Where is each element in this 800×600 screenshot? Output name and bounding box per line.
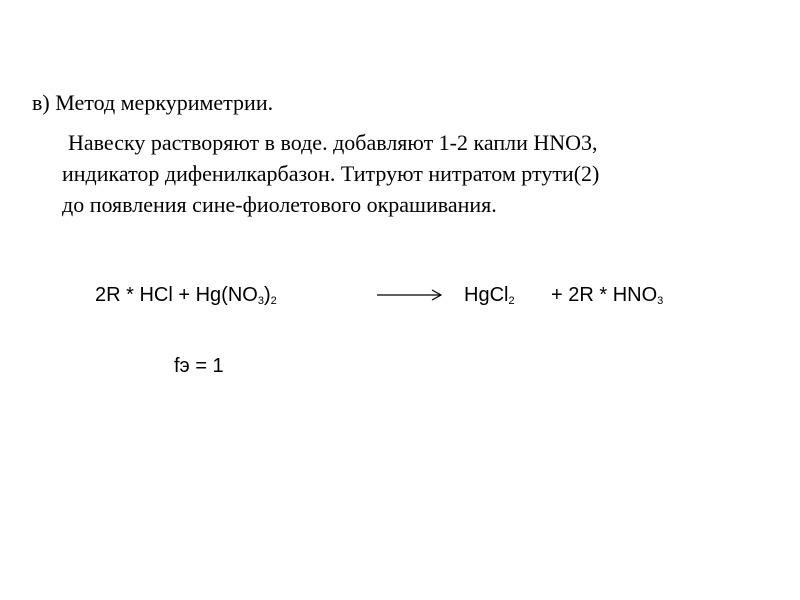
reaction-arrow-icon	[377, 288, 443, 302]
product-formula: HgCl	[464, 284, 509, 306]
reactants	[95, 282, 277, 308]
product-2-subscript-3: 3	[657, 295, 664, 307]
reaction-equation	[95, 282, 775, 312]
method-description	[62, 127, 762, 220]
equivalence-factor: fэ = 1	[174, 355, 224, 377]
product-2-formula: + 2R * HNO	[551, 284, 658, 306]
reactant-formula: 2R * HCl + Hg(NO	[95, 284, 258, 306]
product-subscript-2: 2	[508, 295, 515, 307]
product-hgcl2	[464, 282, 515, 308]
description-line-1: Навеску растворяют в воде. добавляют 1-2 капли HNO3,	[68, 130, 598, 155]
product-hno3	[551, 282, 663, 308]
reactant-subscript-3: 3	[257, 295, 264, 307]
slide-heading: в) Метод меркуриметрии.	[32, 90, 274, 115]
reactant-subscript-2: 2	[270, 295, 277, 307]
description-line-2: индикатор дифенилкарбазон. Титруют нитратом ртути(2)	[62, 161, 600, 186]
reactant-close-paren: )	[263, 284, 271, 306]
description-line-3: до появления сине-фиолетового окрашивания.	[62, 192, 497, 217]
